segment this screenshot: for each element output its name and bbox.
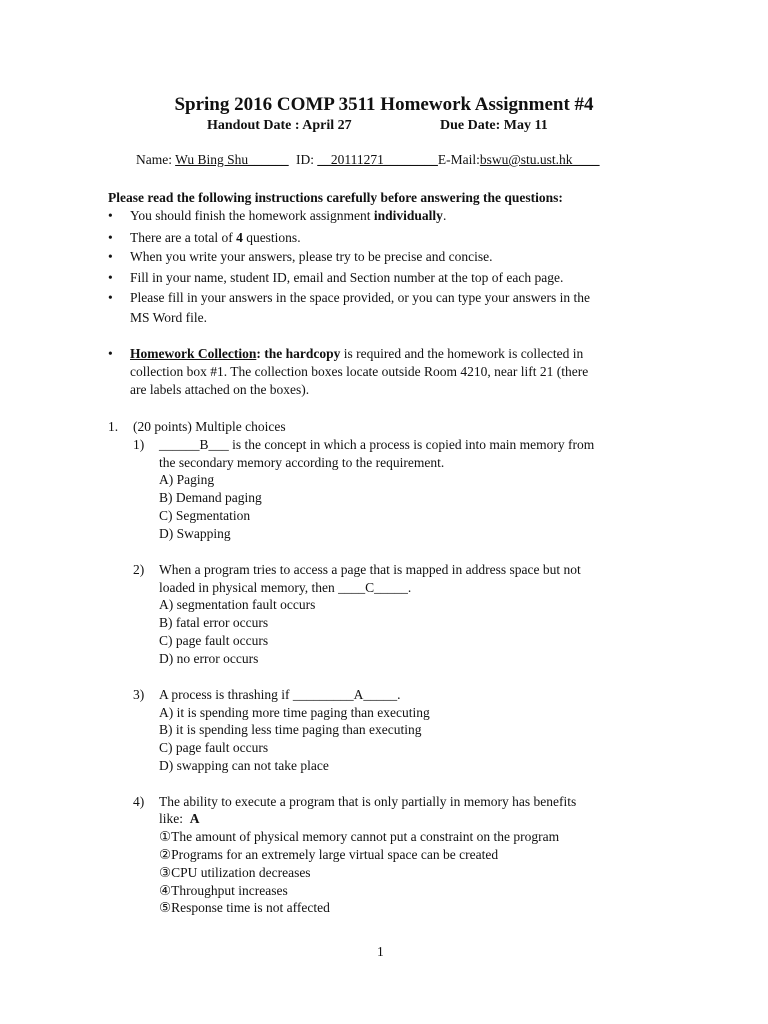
option: ③CPU utilization decreases xyxy=(159,865,311,880)
option: B) fatal error occurs xyxy=(159,615,269,630)
option: A) it is spending more time paging than executing xyxy=(159,705,430,720)
collection-hardcopy: : the hardcopy xyxy=(256,346,341,361)
bullet-dot: • xyxy=(108,249,113,264)
bullet-dot: • xyxy=(108,208,113,223)
option: ①The amount of physical memory cannot put a constraint on the program xyxy=(159,829,560,844)
email-label: E-Mail: xyxy=(437,152,480,167)
instruction-item-2 xyxy=(130,230,301,246)
subquestion-4-line2 xyxy=(159,811,200,827)
instruction-2-end: questions. xyxy=(242,230,301,245)
subquestion-number: 3) xyxy=(133,687,145,702)
answer-value: A xyxy=(189,811,200,826)
option: C) Segmentation xyxy=(159,508,251,523)
bullet-dot: • xyxy=(108,290,113,305)
page-number: 1 xyxy=(377,944,384,959)
instructions-heading: Please read the following instructions carefully before answering the questions: xyxy=(108,190,563,205)
collection-line3: are labels attached on the boxes). xyxy=(130,382,310,397)
name-value: Wu Bing Shu______ xyxy=(175,152,289,167)
bullet-dot: • xyxy=(108,230,113,245)
subquestion-2-line2: loaded in physical memory, then ____C_____. xyxy=(159,580,412,595)
collection-line1 xyxy=(130,346,583,362)
student-info-line xyxy=(136,152,600,168)
subquestion-1-line2: the secondary memory according to the requirement. xyxy=(159,455,445,470)
subquestion-4-line1: The ability to execute a program that is only partially in memory has benefits xyxy=(159,794,577,809)
question-title: (20 points) Multiple choices xyxy=(133,419,286,434)
option: ⑤Response time is not affected xyxy=(159,900,330,915)
handout-date: Handout Date : April 27 xyxy=(207,118,352,133)
subquestion-number: 1) xyxy=(133,437,145,452)
instruction-item-3: When you write your answers, please try to be precise and concise. xyxy=(130,249,493,264)
subquestion-2-line1: When a program tries to access a page that is mapped in address space but not xyxy=(159,562,581,577)
option: D) swapping can not take place xyxy=(159,758,329,773)
option: ②Programs for an extremely large virtual space can be created xyxy=(159,847,499,862)
subquestion-1-line1: ______B___ is the concept in which a process is copied into main memory from xyxy=(159,437,595,452)
name-label: Name: xyxy=(136,152,172,167)
question-number: 1. xyxy=(108,419,119,434)
id-value: __20111271________ xyxy=(317,152,438,167)
instruction-item-4: Fill in your name, student ID, email and Section number at the top of each page. xyxy=(130,270,564,285)
due-date: Due Date: May 11 xyxy=(440,118,548,133)
instruction-2-bold: 4 xyxy=(236,230,243,245)
option: C) page fault occurs xyxy=(159,740,269,755)
instruction-item-5-line1: Please fill in your answers in the space provided, or you can type your answers in the xyxy=(130,290,591,305)
instruction-1-text: You should finish the homework assignment xyxy=(130,208,374,223)
bullet-dot: • xyxy=(108,346,113,361)
subquestion-3-line1: A process is thrashing if _________A_____. xyxy=(159,687,401,702)
option: C) page fault occurs xyxy=(159,633,269,648)
email-value: bswu@stu.ust.hk____ xyxy=(479,152,600,167)
instruction-item-1 xyxy=(130,208,446,224)
bullet-dot: • xyxy=(108,270,113,285)
option: D) Swapping xyxy=(159,526,231,541)
option: A) segmentation fault occurs xyxy=(159,597,316,612)
page-title: Spring 2016 COMP 3511 Homework Assignment #4 xyxy=(174,94,594,115)
instruction-2-text: There are a total of xyxy=(130,230,237,245)
subquestion-number: 2) xyxy=(133,562,145,577)
option: B) Demand paging xyxy=(159,490,262,505)
id-label: ID: xyxy=(295,152,314,167)
answer-prefix: like: xyxy=(159,811,190,826)
instruction-item-5-line2: MS Word file. xyxy=(130,310,208,325)
collection-text: is required and the homework is collected in xyxy=(340,346,584,361)
instruction-1-bold: individually xyxy=(373,208,443,223)
collection-line2: collection box #1. The collection boxes locate outside Room 4210, near lift 21 (there xyxy=(130,364,589,379)
option: D) no error occurs xyxy=(159,651,259,666)
option: A) Paging xyxy=(159,472,215,487)
collection-label: Homework Collection xyxy=(130,346,257,361)
option: B) it is spending less time paging than executing xyxy=(159,722,422,737)
subquestion-number: 4) xyxy=(133,794,145,809)
option: ④Throughput increases xyxy=(159,883,288,898)
instruction-1-end: . xyxy=(442,208,447,223)
